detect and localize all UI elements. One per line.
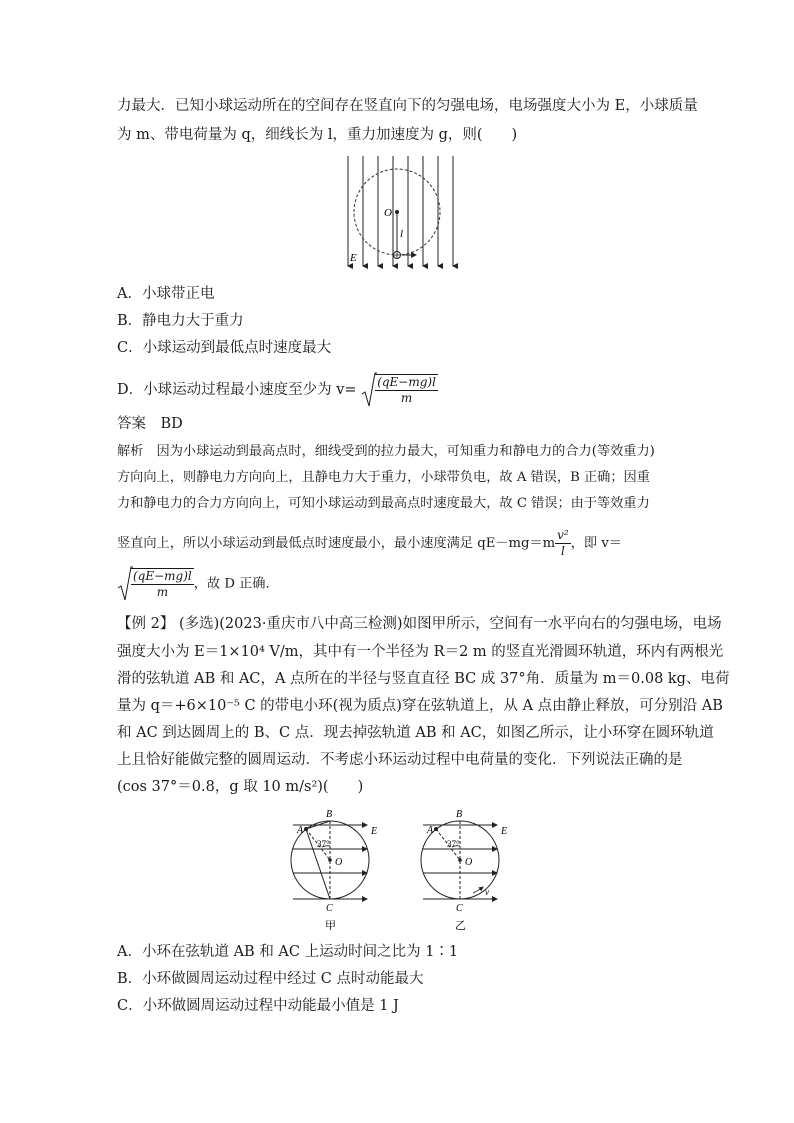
fig2-right-o: O — [465, 857, 473, 868]
example2-line-5: 和 AC 到达圆周上的 B、C 点．现去掉弦轨道 AB 和 AC，如图乙所示，让小环穿在圆环轨道 — [117, 725, 714, 741]
fig2-left-a: A — [297, 825, 304, 836]
example2-line-1: 【例 2】 (多选)(2023·重庆市八中高三检测)如图甲所示，空间有一水平向右的匀强电场，电场 — [117, 616, 722, 632]
intro-line-2: 为 m、带电荷量为 q，细线长为 l，重力加速度为 g，则( ) — [117, 127, 518, 143]
option-2-c: C．小环做圆周运动过程中动能最小值是 1 J — [117, 998, 399, 1014]
fig1-field-label: E — [350, 252, 357, 264]
figure-2-right-yi — [415, 805, 520, 935]
analysis-sqrt-denominator: m — [156, 585, 169, 599]
fig2-right-b: B — [456, 809, 463, 820]
option-d-denominator: m — [400, 391, 413, 405]
analysis-v2-denominator: l — [561, 544, 565, 558]
answer-line — [117, 414, 183, 434]
example2-line-4: 量为 q＝+6×10⁻⁵ C 的带电小环(视为质点)穿在弦轨道上，从 A 点由静止释放，可分别沿 AB — [117, 698, 723, 714]
answer-label: 答案 — [117, 416, 146, 432]
fig2-right-v: v — [485, 887, 489, 897]
option-1-b: B．静电力大于重力 — [117, 313, 244, 329]
figure-1-field-circle — [340, 152, 460, 272]
fig2-right-e: E — [501, 826, 508, 837]
example2-line-2: 强度大小为 E＝1×10⁴ V/m，其中有一个半径为 R＝2 m 的竖直光滑圆环轨道，环内有两根光 — [117, 644, 724, 660]
intro-line-1: 力最大．已知小球运动所在的空间存在竖直向下的匀强电场，电场强度大小为 E，小球质量 — [117, 98, 698, 114]
option-1-d — [117, 372, 438, 408]
option-2-a: A．小环在弦轨道 AB 和 AC 上运动时间之比为 1∶1 — [117, 944, 459, 960]
fig2-left-c: C — [326, 903, 333, 914]
fig2-left-caption: 甲 — [325, 920, 336, 932]
option-2-b: B．小环做圆周运动过程中经过 C 点时动能最大 — [117, 971, 424, 987]
fig1-center-label: O — [384, 207, 392, 219]
option-1-d-text: D．小球运动过程最小速度至少为 v= — [117, 382, 357, 398]
example2-line-3: 滑的弦轨道 AB 和 AC，A 点所在的半径与竖直直径 BC 成 37°角．质量为 m＝0.08 kg、电荷 — [117, 671, 730, 687]
option-1-a: A．小球带正电 — [117, 286, 215, 302]
analysis-line-2: 方向向上，则静电力方向向上，且静电力大于重力，小球带负电，故 A 错误，B 正确；因重 — [117, 470, 650, 485]
option-1-c: C．小球运动到最低点时速度最大 — [117, 340, 332, 356]
fig2-left-b: B — [326, 809, 333, 820]
fig2-left-angle: 37° — [317, 839, 330, 849]
fig2-right-caption: 乙 — [455, 920, 466, 932]
analysis-line-1: 解析 因为小球运动到最高点时，细线受到的拉力最大，可知重力和静电力的合力(等效重力) — [117, 444, 655, 459]
fig2-left-o: O — [335, 857, 343, 868]
analysis-line-4 — [117, 528, 622, 559]
example2-line-6: 上且恰好能做完整的圆周运动．不考虑小环运动过程中电荷量的变化．下列说法正确的是 — [117, 752, 683, 768]
analysis-line-3: 力和静电力的合力方向向上，可知小球运动到最高点时速度最大，故 C 错误；由于等效重力 — [117, 496, 650, 511]
fig2-right-a: A — [427, 825, 434, 836]
fig2-left-e: E — [371, 826, 378, 837]
option-d-sqrt — [361, 372, 438, 408]
analysis-sqrt — [117, 566, 194, 602]
example2-line-7: (cos 37°＝0.8，g 取 10 m/s²)( ) — [117, 779, 364, 795]
analysis-line-5 — [117, 566, 279, 602]
analysis-line-5-tail: ，故 D 正确． — [193, 576, 279, 592]
analysis-v2-numerator: v² — [557, 528, 569, 542]
answer-value: BD — [160, 416, 183, 432]
figure-2-left-jia — [285, 805, 390, 935]
option-d-numerator: (qE−mg)l — [377, 375, 436, 389]
analysis-line-4a: 竖直向上，所以小球运动到最低点时速度最小，最小速度满足 qE－mg＝m — [117, 536, 556, 551]
fig2-right-angle: 37° — [447, 839, 460, 849]
fig1-length-label: l — [400, 228, 404, 240]
fig2-right-c: C — [456, 903, 463, 914]
analysis-sqrt-numerator: (qE−mg)l — [133, 569, 192, 583]
analysis-line-4b: ，即 v＝ — [570, 536, 622, 551]
